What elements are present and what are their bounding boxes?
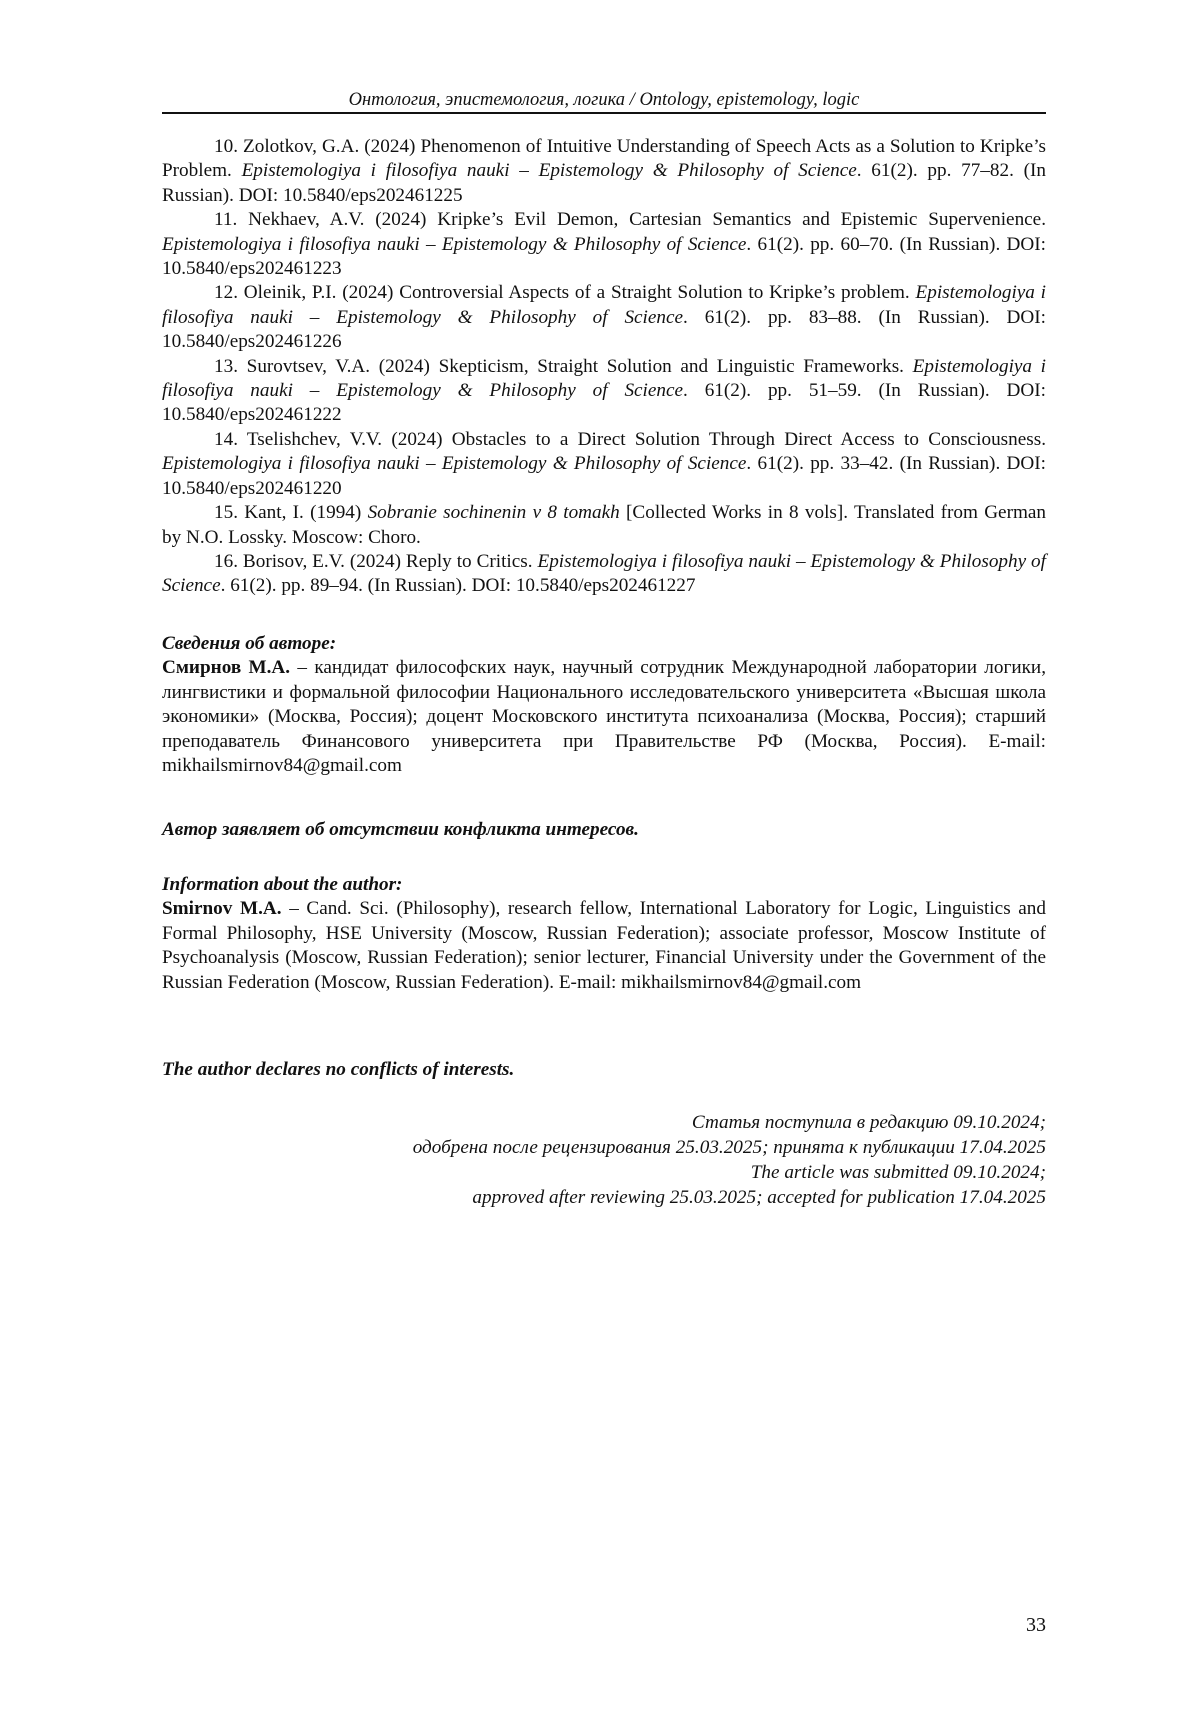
reference-tail: . 61(2). pp. 51–59. (In Russian). DOI: 10.5840/eps202461222 <box>162 380 1046 426</box>
reference-journal: Epistemologiya i filosofiya nauki – Epistemology & Philosophy of Science <box>162 355 1047 402</box>
author-bio-en: – Cand. Sci. (Philosophy), research fellow, International Laboratory for Logic, Linguistics and Formal Philosophy, HSE University (Moscow, Russian Federation); associate professor, Moscow Institute of Psychoanalysis (Moscow, Russian Federation); senior lecturer, Financial University under the Government of the Russian Federation (Moscow, Russian Federation). E-mail: mikhailsmirnov84@gmail.com <box>162 898 1046 993</box>
header-rule <box>162 112 1046 114</box>
reference-tail: . 61(2). pp. 77–82. (In Russian). DOI: 10.5840/eps202461225 <box>162 160 1046 206</box>
reference-journal: Epistemologiya i filosofiya nauki – Epistemology & Philosophy of Science <box>162 233 747 255</box>
reference-tail: . 61(2). pp. 60–70. (In Russian). DOI: 10.5840/eps202461223 <box>162 233 1046 280</box>
reference-tail: [Collected Works in 8 vols]. Translated from German by N.O. Lossky. Moscow: Choro. <box>162 502 1046 548</box>
author-info-en-body <box>162 897 1046 995</box>
reference-item <box>162 428 1046 501</box>
conflict-statement-ru <box>162 818 1046 842</box>
running-header: Онтология, эпистемология, логика / Ontology, epistemology, logic <box>348 90 860 110</box>
date-line-ru-approved: одобрена после рецензирования 25.03.2025; принята к публикации 17.04.2025 <box>412 1137 1046 1158</box>
reference-tail: . 61(2). pp. 33–42. (In Russian). DOI: 10.5840/eps202461220 <box>162 453 1046 499</box>
author-info-en <box>162 873 1046 995</box>
conflict-statement-en <box>162 1058 1046 1082</box>
date-line-en-approved: approved after reviewing 25.03.2025; accepted for publication 17.04.2025 <box>472 1187 1046 1208</box>
author-info-ru <box>162 632 1046 778</box>
reference-item <box>162 355 1046 428</box>
reference-lead: 11. Nekhaev, A.V. (2024) Kripke’s Evil Demon, Cartesian Semantics and Epistemic Supervenience. <box>214 209 1046 231</box>
conflict-statement-en-text: The author declares no conflicts of interests. <box>162 1059 515 1080</box>
author-info-ru-body <box>162 656 1046 778</box>
reference-tail: . 61(2). pp. 89–94. (In Russian). DOI: 10.5840/eps202461227 <box>220 575 696 597</box>
reference-tail: . 61(2). pp. 83–88. (In Russian). DOI: 10.5840/eps202461226 <box>162 306 1046 353</box>
reference-lead: 15. Kant, I. (1994) <box>214 502 368 524</box>
author-info-ru-title: Сведения об авторе: <box>162 633 337 654</box>
reference-journal: Epistemologiya i filosofiya nauki – Epistemology & Philosophy of Science <box>162 550 1046 597</box>
date-line-en-submitted: The article was submitted 09.10.2024; <box>750 1162 1046 1183</box>
reference-journal: Sobranie sochinenin v 8 tomakh <box>367 502 620 524</box>
reference-item <box>162 501 1046 550</box>
reference-lead: 14. Tselishchev, V.V. (2024) Obstacles to a Direct Solution Through Direct Access to Consciousness. <box>214 428 1046 450</box>
author-name-ru: Смирнов М.А. <box>162 657 291 679</box>
reference-journal: Epistemologiya i filosofiya nauki – Epistemology & Philosophy of Science <box>162 453 747 475</box>
reference-lead: 13. Surovtsev, V.A. (2024) Skepticism, Straight Solution and Linguistic Frameworks. <box>214 355 913 377</box>
reference-journal: Epistemologiya i filosofiya nauki – Epistemology & Philosophy of Science <box>162 282 1047 328</box>
reference-item <box>162 208 1046 281</box>
author-bio-ru: – кандидат философских наук, научный сотрудник Международной лаборатории логики, лингвистики и формальной философии Национального исследовательского университета «Высшая школа экономики» (Москва, Россия); доцент Московского института психоанализа (Москва, Россия); старший преподаватель Финансового университета при Правительстве РФ (Москва, Россия). E-mail: mikhailsmirnov84@gmail.com <box>162 657 1047 777</box>
reference-journal: Epistemologiya i filosofiya nauki – Epistemology & Philosophy of Science <box>241 160 857 182</box>
reference-lead: 16. Borisov, E.V. (2024) Reply to Critics. <box>214 550 538 572</box>
article-dates <box>162 1110 1046 1210</box>
reference-item <box>162 135 1046 208</box>
reference-list <box>162 135 1046 599</box>
author-name-en: Smirnov M.A. <box>162 898 282 920</box>
conflict-statement-ru-text: Автор заявляет об отсутствии конфликта интересов. <box>162 819 639 840</box>
date-line-ru-submitted: Статья поступила в редакцию 09.10.2024; <box>691 1112 1046 1133</box>
author-info-en-title: Information about the author: <box>162 874 403 895</box>
reference-lead: 10. Zolotkov, G.A. (2024) Phenomenon of Intuitive Understanding of Speech Acts as a Solution to Kripke’s Problem. <box>162 136 1046 182</box>
reference-item <box>162 281 1046 354</box>
reference-lead: 12. Oleinik, P.I. (2024) Controversial Aspects of a Straight Solution to Kripke’s problem. <box>214 282 916 304</box>
page-number: 33 <box>1026 1614 1046 1636</box>
reference-item <box>162 550 1046 599</box>
